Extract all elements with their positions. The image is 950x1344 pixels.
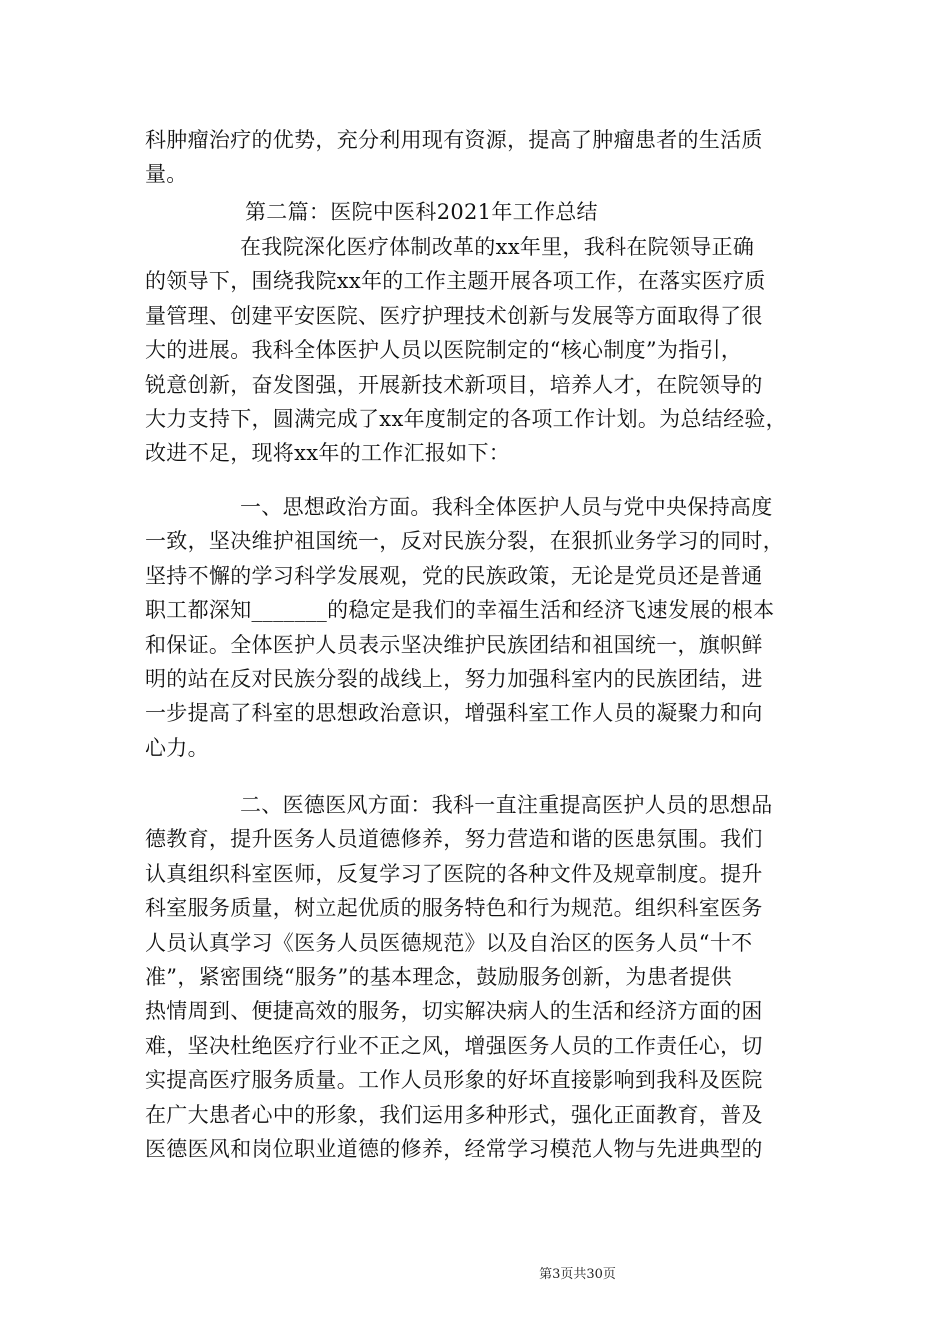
text-line: 心力。	[145, 735, 209, 760]
text-line: 量管理、创建平安医院、医疗护理技术创新与发展等方面取得了很	[145, 303, 763, 328]
text-line: 量。	[145, 162, 188, 187]
text-line: 二、医德医风方面：我科一直注重提高医护人员的思想品	[240, 793, 773, 817]
text-line: 锐意创新，奋发图强，开展新技术新项目，培养人才，在院领导的	[145, 372, 763, 397]
text-line: 坚持不懈的学习科学发展观，党的民族政策，无论是党员还是普通	[145, 563, 763, 588]
text-line: 改进不足，现将xx年的工作汇报如下：	[145, 441, 511, 466]
part1-paragraph	[145, 490, 810, 765]
text-line: 大力支持下，圆满完成了xx年度制定的各项工作计划。为总结经验，	[145, 406, 787, 431]
text-line: 准”，紧密围绕“服务”的基本理念，鼓励服务创新，为患者提供	[145, 964, 732, 989]
text-line: 在我院深化医疗体制改革的xx年里，我科在院领导正确	[240, 235, 755, 259]
text-line: 和保证。全体医护人员表示坚决维护民族团结和祖国统一，旗帜鲜	[145, 632, 763, 657]
text-line: 职工都深知_______的稳定是我们的幸福生活和经济飞速发展的根本	[145, 598, 775, 623]
text-line: 一步提高了科室的思想政治意识，增强科室工作人员的凝聚力和向	[145, 701, 763, 726]
paragraph-continuation	[145, 123, 810, 192]
text-line: 一、思想政治方面。我科全体医护人员与党中央保持高度	[240, 495, 773, 519]
section-title-block	[145, 195, 810, 229]
text-line: 人员认真学习《医务人员医德规范》以及自治区的医务人员“十不	[145, 930, 753, 955]
text-line: 实提高医疗服务质量。工作人员形象的好坏直接影响到我科及医院	[145, 1068, 763, 1093]
text-line: 热情周到、便捷高效的服务，切实解决病人的生活和经济方面的困	[145, 999, 763, 1024]
part2-paragraph	[145, 788, 810, 1166]
page-number-footer: 第3页共30页	[539, 1267, 616, 1282]
text-line: 科肿瘤治疗的优势，充分利用现有资源，提高了肿瘤患者的生活质	[145, 128, 763, 152]
text-line: 德教育，提升医务人员道德修养，努力营造和谐的医患氛围。我们	[145, 827, 763, 852]
text-line: 科室服务质量，树立起优质的服务特色和行为规范。组织科室医务	[145, 896, 763, 921]
text-line: 的领导下，围绕我院xx年的工作主题开展各项工作，在落实医疗质	[145, 269, 766, 294]
text-line: 难，坚决杜绝医疗行业不正之风，增强医务人员的工作责任心，切	[145, 1033, 763, 1058]
text-line: 医德医风和岗位职业道德的修养，经常学习模范人物与先进典型的	[145, 1136, 763, 1161]
text-line: 一致，坚决维护祖国统一，反对民族分裂，在狠抓业务学习的同时，	[145, 529, 784, 554]
intro-paragraph	[145, 230, 810, 471]
text-line: 明的站在反对民族分裂的战线上，努力加强科室内的民族团结，进	[145, 666, 763, 691]
section-title: 第二篇：医院中医科2021年工作总结	[245, 200, 598, 224]
text-line: 认真组织科室医师，反复学习了医院的各种文件及规章制度。提升	[145, 861, 763, 886]
text-line: 大的进展。我科全体医护人员以医院制定的“核心制度”为指引，	[145, 338, 743, 363]
text-line: 在广大患者心中的形象，我们运用多种形式，强化正面教育，普及	[145, 1102, 763, 1127]
